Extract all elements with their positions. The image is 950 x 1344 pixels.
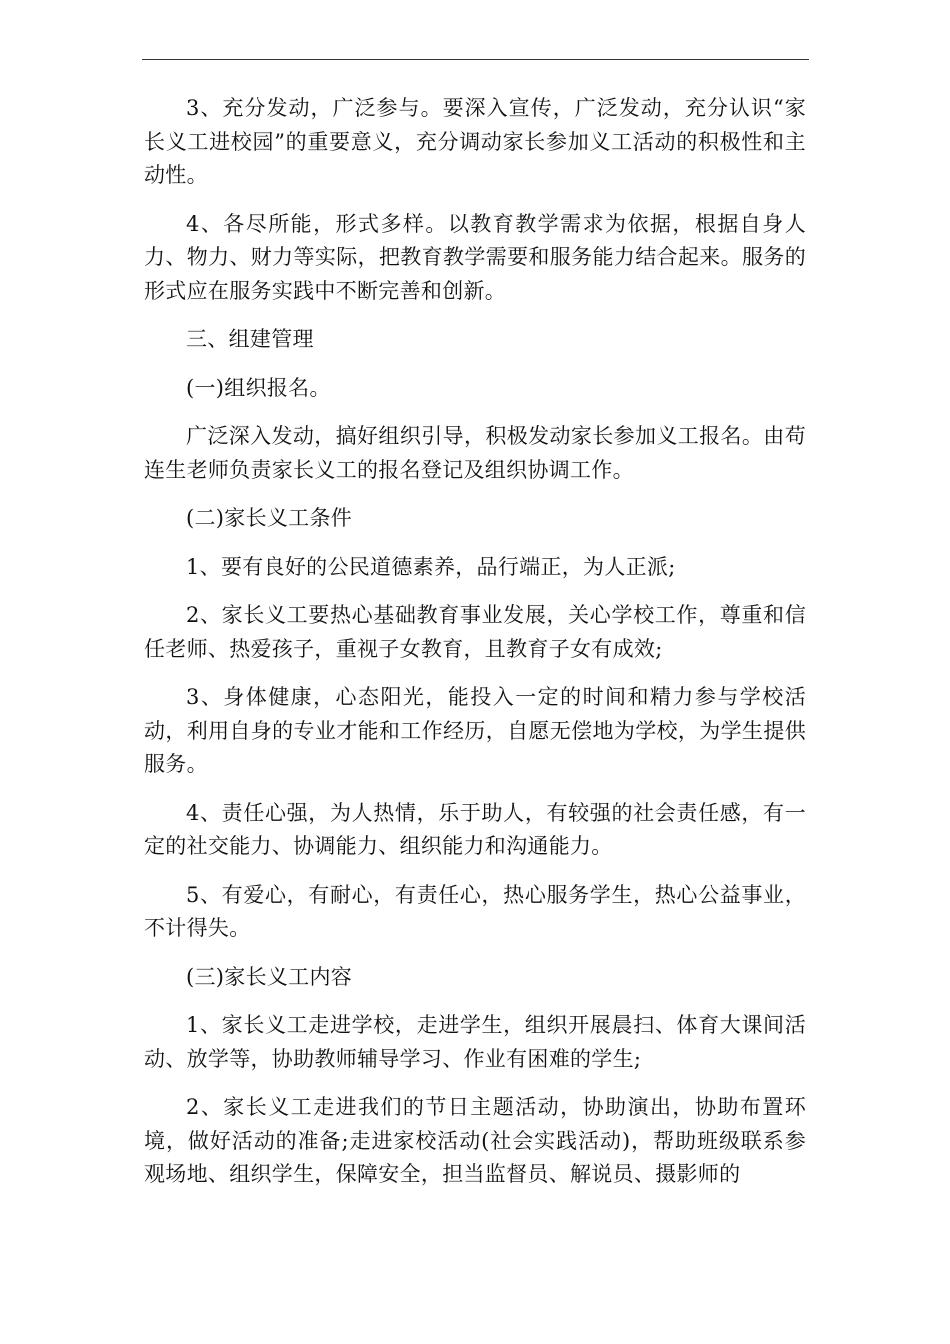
content-item-1: 1、家长义工走进学校，走进学生，组织开展晨扫、体育大课间活动、放学等，协助教师辅导学习、作业有困难的学生; [144,1013,806,1071]
subheading-conditions: (二)家长义工条件 [186,506,353,530]
condition-item-5: 5、有爱心，有耐心，有责任心，热心服务学生，热心公益事业，不计得失。 [144,882,806,940]
content-item-2: 2、家长义工走进我们的节日主题活动，协助演出，协助布置环境，做好活动的准备;走进家校活动(社会实践活动)，帮助班级联系参观场地、组织学生，保障安全，担当监督员、解说员、摄影师的 [144,1095,806,1186]
document-body [144,92,806,1207]
header-rule [142,59,809,60]
paragraph-mobilize: 3、充分发动，广泛参与。要深入宣传，广泛发动，充分认识“家长义工进校园”的重要意义，充分调动家长参加义工活动的积极性和主动性。 [144,96,806,187]
paragraph-registration: 广泛深入发动，搞好组织引导，积极发动家长参加义工报名。由苟连生老师负责家长义工的报名登记及组织协调工作。 [144,424,806,482]
subheading-content: (三)家长义工内容 [186,964,353,989]
section-heading-management: 三、组建管理 [186,327,314,351]
condition-item-3: 3、身体健康，心态阳光，能投入一定的时间和精力参与学校活动，利用自身的专业才能和工作经历，自愿无偿地为学校，为学生提供服务。 [144,685,806,776]
condition-item-1: 1、要有良好的公民道德素养，品行端正，为人正派; [186,554,676,579]
condition-item-2: 2、家长义工要热心基础教育事业发展，关心学校工作，尊重和信任老师、热爱孩子，重视子女教育，且教育子女有成效; [144,603,806,661]
subheading-registration: (一)组织报名。 [186,375,331,400]
paragraph-diverse-forms: 4、各尽所能，形式多样。以教育教学需求为依据，根据自身人力、物力、财力等实际，把教育教学需要和服务能力结合起来。服务的形式应在服务实践中不断完善和创新。 [144,211,806,303]
condition-item-4: 4、责任心强，为人热情，乐于助人，有较强的社会责任感，有一定的社交能力、协调能力、组织能力和沟通能力。 [144,800,806,858]
